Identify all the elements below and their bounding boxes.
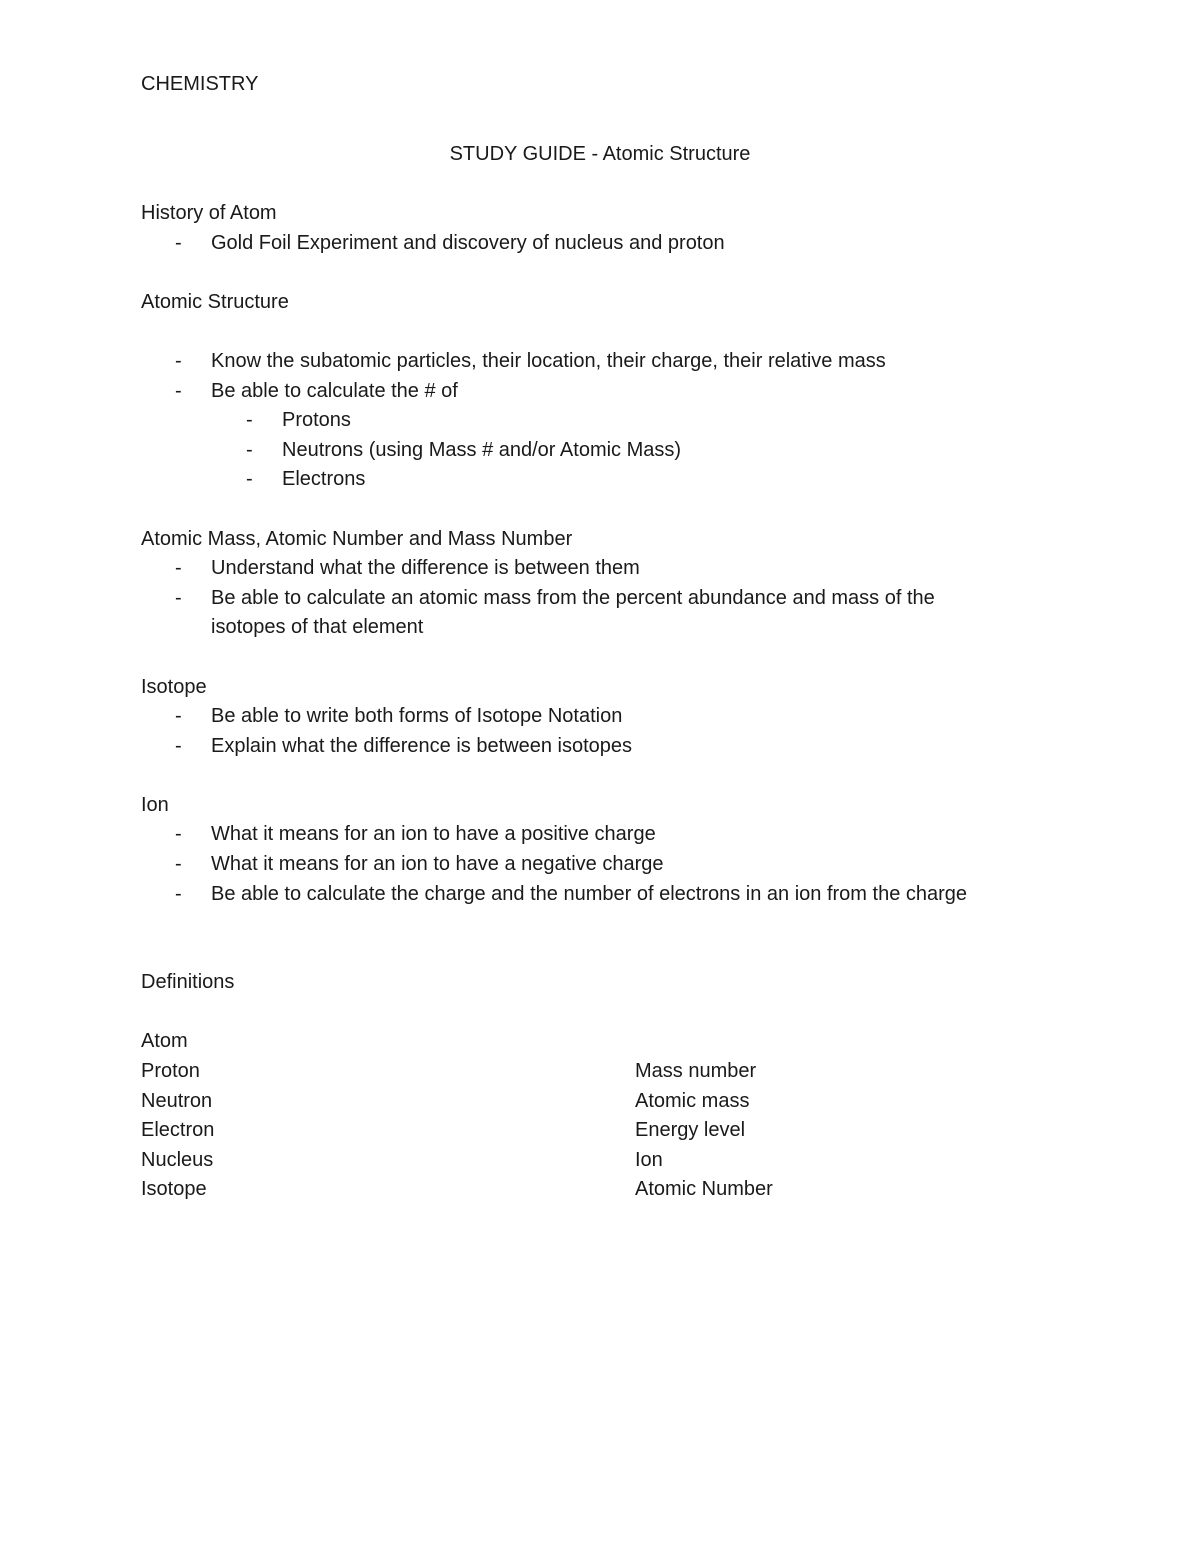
definitions-grid: [141, 1027, 1101, 1201]
list-item: - Gold Foil Experiment and discovery of nucleus and proton: [141, 229, 1101, 259]
mass-list: [141, 554, 1101, 643]
list-item: - What it means for an ion to have a negative charge: [141, 850, 1101, 880]
bullet-dash: -: [175, 349, 182, 372]
bullet-dash: -: [175, 853, 182, 876]
definition-term: Mass number: [635, 1060, 757, 1083]
document-body: [141, 199, 1101, 1201]
list-item: - Be able to calculate the charge and the number of electrons in an ion from the charge: [141, 880, 1101, 910]
definition-term: Atom: [141, 1030, 188, 1053]
bullet-dash: -: [175, 823, 182, 846]
section-heading-isotope: Isotope: [141, 675, 207, 698]
bullet-dash: -: [175, 586, 182, 609]
definition-term: Ion: [635, 1148, 663, 1171]
history-list: [141, 229, 1101, 259]
section-heading-ion: Ion: [141, 793, 169, 816]
page-title: STUDY GUIDE - Atomic Structure: [449, 143, 751, 165]
isotope-list: [141, 702, 1101, 761]
definition-term: Neutron: [141, 1089, 213, 1112]
structure-sublist: [141, 406, 1101, 495]
bullet-dash: -: [175, 882, 182, 905]
section-heading-history: History of Atom: [141, 202, 277, 224]
bullet-dash: -: [246, 409, 253, 432]
section-heading-mass: Atomic Mass, Atomic Number and Mass Number: [141, 527, 573, 550]
bullet-dash: -: [175, 705, 182, 728]
definition-term: Nucleus: [141, 1148, 214, 1171]
bullet-dash: -: [175, 379, 182, 402]
definition-term: Proton: [141, 1060, 200, 1083]
ion-list: [141, 820, 1101, 909]
definition-term: Electron: [141, 1119, 215, 1142]
definitions-right-column: [635, 1057, 773, 1205]
sub-list-item: - Neutrons (using Mass # and/or Atomic Mass): [141, 436, 1101, 466]
bullet-dash: -: [175, 231, 182, 254]
definition-term: Atomic mass: [635, 1089, 750, 1112]
list-item: - Know the subatomic particles, their location, their charge, their relative mass: [141, 347, 1101, 377]
list-item: - Be able to write both forms of Isotope Notation: [141, 702, 1101, 732]
definition-term: Isotope: [141, 1178, 207, 1201]
section-heading-definitions: Definitions: [141, 971, 235, 994]
sub-list-item: - Electrons: [141, 465, 1101, 495]
section-heading-structure: Atomic Structure: [141, 290, 289, 313]
bullet-dash: -: [175, 734, 182, 757]
definition-term: Atomic Number: [635, 1178, 773, 1201]
sub-list-item: - Protons: [141, 406, 1101, 436]
list-item: - Understand what the difference is between them: [141, 554, 1101, 584]
bullet-dash: -: [175, 557, 182, 580]
list-item: - Explain what the difference is between isotopes: [141, 732, 1101, 762]
list-item: - Be able to calculate the # of: [141, 377, 1101, 407]
definition-term: Energy level: [635, 1119, 746, 1142]
structure-list: [141, 347, 1101, 406]
list-item: - Be able to calculate an atomic mass from the percent abundance and mass of the isotopes of that element: [141, 584, 1101, 643]
bullet-dash: -: [246, 468, 253, 491]
bullet-dash: -: [246, 438, 253, 461]
definitions-left-column: [141, 1027, 214, 1205]
list-item: - What it means for an ion to have a positive charge: [141, 820, 1101, 850]
course-header: CHEMISTRY: [141, 73, 259, 95]
